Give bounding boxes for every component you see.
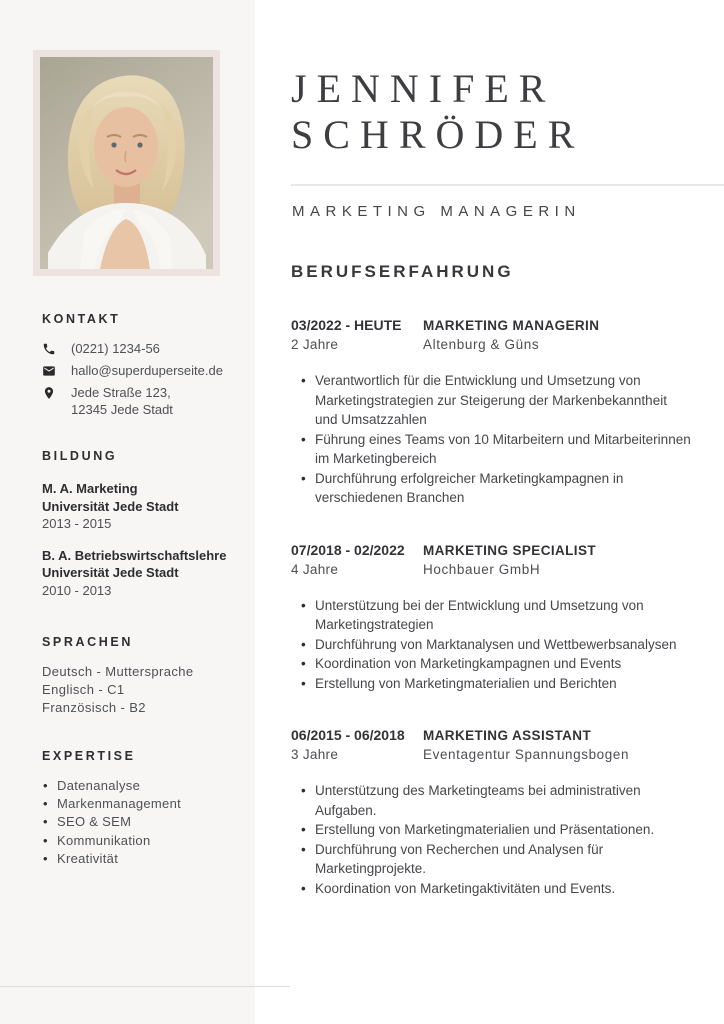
job-header <box>291 726 691 765</box>
job-company: Altenburg & Güns <box>423 337 540 352</box>
phone-icon <box>42 342 56 356</box>
job-title: MARKETING ASSISTANT <box>423 728 592 743</box>
job-bullet-list <box>291 781 691 898</box>
job-bullet: • Führung eines Teams von 10 Mitarbeitern und Mitarbeiterinnen im Marketingbereich <box>291 430 691 469</box>
job-entry <box>291 541 691 694</box>
phone-number: (0221) 1234-56 <box>71 341 160 356</box>
page-break-line <box>0 986 290 987</box>
job-bullet-list <box>291 371 691 508</box>
expertise-items <box>42 777 237 868</box>
job-bullet: • Unterstützung bei der Entwicklung und Umsetzung von Marketingstrategien <box>291 596 691 635</box>
job-entry <box>291 316 691 508</box>
first-name: JENNIFER <box>291 66 556 111</box>
expertise-section <box>42 749 237 868</box>
header-divider <box>291 184 724 186</box>
education-entry <box>42 480 237 533</box>
language-entry: Französisch - B2 <box>42 700 146 715</box>
degree-name: M. A. Marketing <box>42 481 138 496</box>
job-bullet: • Durchführung von Recherchen und Analysen für Marketingprojekte. <box>291 840 691 879</box>
languages-heading: SPRACHEN <box>42 635 133 649</box>
main-column <box>291 0 724 1024</box>
job-bullet: • Koordination von Marketingaktivitäten und Events. <box>291 879 691 899</box>
job-duration: 3 Jahre <box>291 747 339 762</box>
profile-photo-illustration <box>40 57 213 269</box>
education-years: 2010 - 2013 <box>42 582 112 598</box>
expertise-entry: • SEO & SEM <box>42 813 237 831</box>
address-line-1: Jede Straße 123, <box>71 385 171 400</box>
job-duration: 4 Jahre <box>291 561 339 577</box>
contact-address-row <box>42 385 237 419</box>
job-role <box>423 316 691 355</box>
language-entry: Deutsch - Muttersprache <box>42 664 194 679</box>
expertise-entry: • Markenmanagement <box>42 795 237 813</box>
job-dates <box>291 316 423 355</box>
language-items <box>42 663 237 717</box>
contact-rows <box>42 341 237 419</box>
job-role-subtitle: MARKETING MANAGERIN <box>292 203 581 220</box>
job-dates <box>291 726 423 765</box>
education-years: 2013 - 2015 <box>42 516 112 531</box>
job-title: MARKETING MANAGERIN <box>423 318 600 333</box>
person-name <box>291 66 584 158</box>
experience-list <box>291 316 691 931</box>
sidebar-sections <box>42 312 237 868</box>
profile-photo <box>33 50 220 276</box>
expertise-heading: EXPERTISE <box>42 749 136 763</box>
job-bullet: • Durchführung erfolgreicher Marketingkampagnen in verschiedenen Branchen <box>291 469 691 508</box>
job-date-range: 07/2018 - 02/2022 <box>291 541 405 558</box>
expertise-entry: • Kommunikation <box>42 832 237 850</box>
postal-address <box>71 385 173 419</box>
email-icon <box>42 364 56 378</box>
job-header <box>291 541 691 580</box>
job-role <box>423 541 691 580</box>
job-bullet-list <box>291 596 691 694</box>
experience-section-heading: BERUFSERFAHRUNG <box>291 262 514 281</box>
job-role <box>423 726 691 765</box>
job-bullet: • Erstellung von Marketingmaterialien und Berichten <box>291 674 691 694</box>
school-name: Universität Jede Stadt <box>42 498 179 514</box>
contact-phone-row <box>42 341 237 357</box>
language-entry: Englisch - C1 <box>42 682 125 697</box>
contact-heading: KONTAKT <box>42 312 121 326</box>
location-icon <box>42 386 56 400</box>
job-bullet: • Koordination von Marketingkampagnen und Events <box>291 654 691 674</box>
degree-name: B. A. Betriebswirtschaftslehre <box>42 547 227 563</box>
school-name: Universität Jede Stadt <box>42 565 179 580</box>
job-company: Eventagentur Spannungsbogen <box>423 747 630 762</box>
education-heading: BILDUNG <box>42 449 118 463</box>
expertise-entry: • Kreativität <box>42 850 237 868</box>
job-company: Hochbauer GmbH <box>423 561 541 577</box>
job-date-range: 03/2022 - HEUTE <box>291 317 402 333</box>
languages-section <box>42 635 237 717</box>
sidebar <box>0 0 255 1024</box>
job-header <box>291 316 691 355</box>
job-date-range: 06/2015 - 06/2018 <box>291 727 405 743</box>
contact-section <box>42 312 237 419</box>
job-title: MARKETING SPECIALIST <box>423 542 597 558</box>
contact-email-row <box>42 363 237 379</box>
address-line-2: 12345 Jede Stadt <box>71 402 173 417</box>
email-address: hallo@superduperseite.de <box>71 363 223 378</box>
education-section <box>42 449 237 599</box>
job-bullet: • Verantwortlich für die Entwicklung und Umsetzung von Marketingstrategien zur Steigerung der Markenbekanntheit und Umsatzzahlen <box>291 371 691 430</box>
job-bullet: • Unterstützung des Marketingteams bei administrativen Aufgaben. <box>291 781 691 820</box>
job-bullet: • Durchführung von Marktanalysen und Wettbewerbsanalysen <box>291 635 691 655</box>
job-bullet: • Erstellung von Marketingmaterialien und Präsentationen. <box>291 820 691 840</box>
expertise-entry: • Datenanalyse <box>42 777 237 795</box>
last-name: SCHRÖDER <box>291 112 585 157</box>
job-dates <box>291 541 423 580</box>
education-items <box>42 480 237 599</box>
education-entry <box>42 547 237 600</box>
job-duration: 2 Jahre <box>291 337 339 352</box>
job-entry <box>291 726 691 898</box>
